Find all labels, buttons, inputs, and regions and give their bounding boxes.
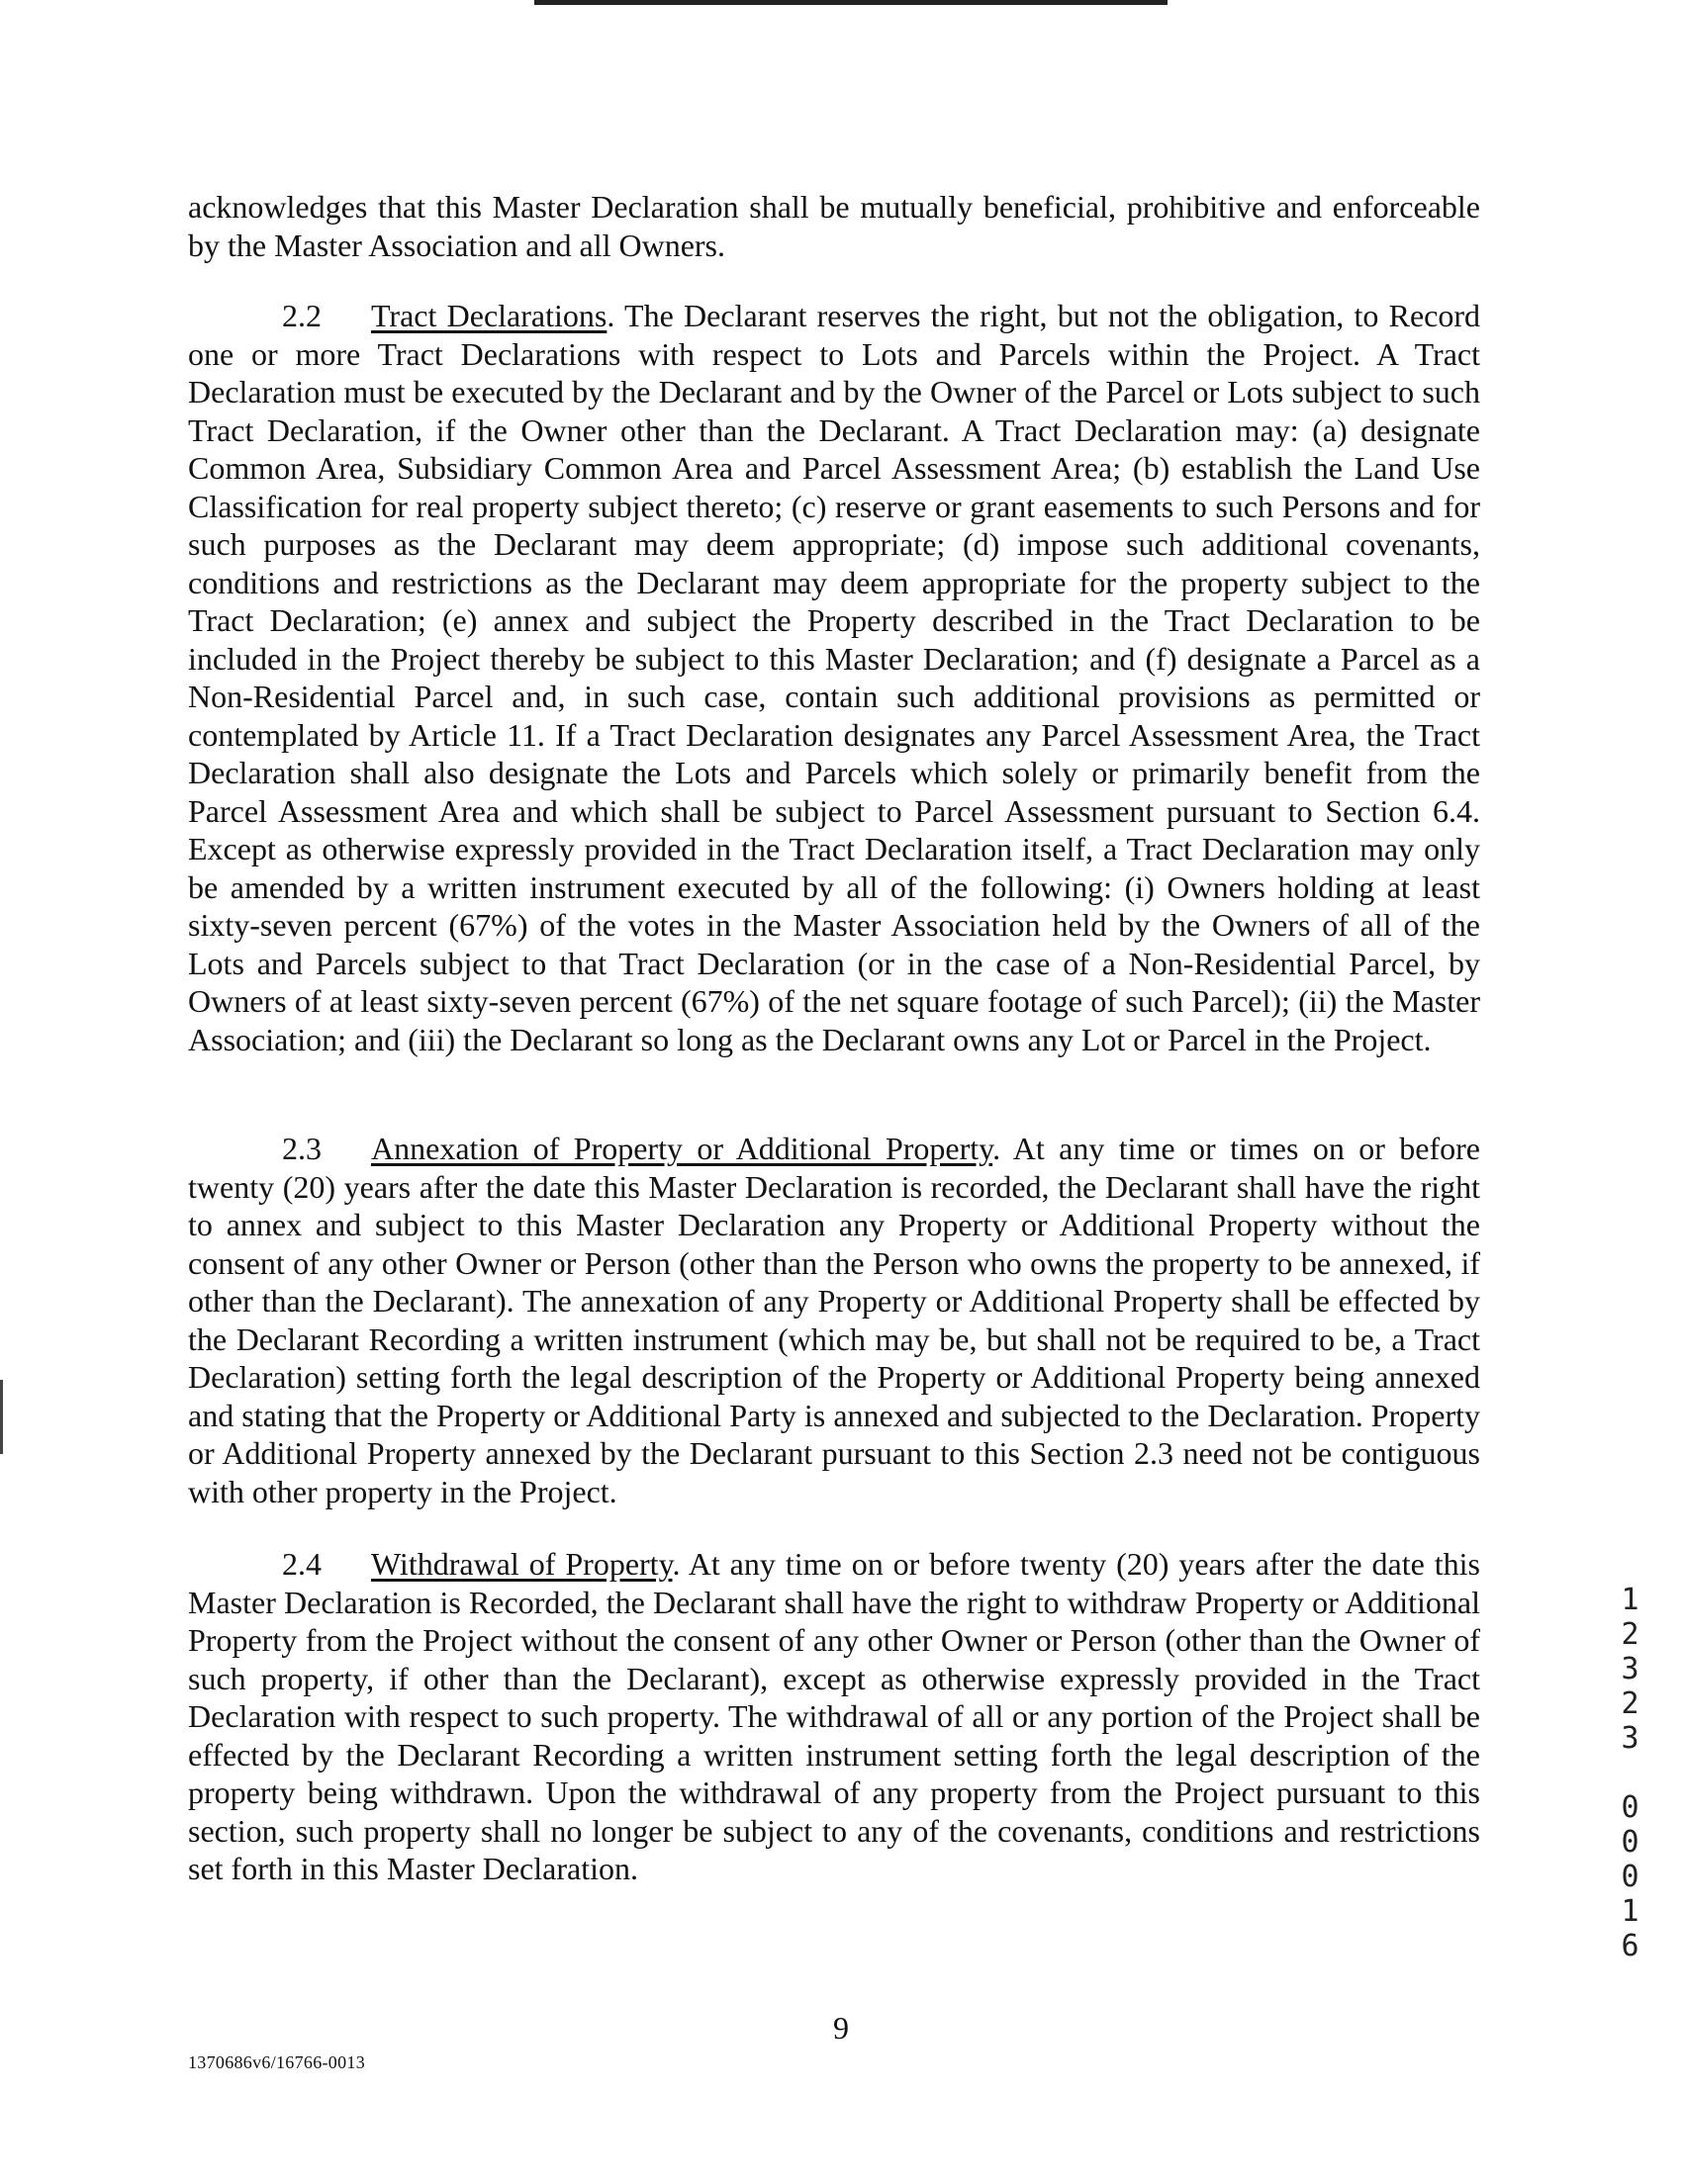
page-number: 9: [833, 2010, 849, 2046]
top-border-rule: [534, 0, 1168, 5]
section-number: 2.4: [282, 1546, 322, 1582]
section-2-3-annexation: [188, 1130, 1480, 1510]
section-2-2-tract-declarations: [188, 297, 1480, 1058]
document-id: 1370686v6/16766-0013: [188, 2052, 365, 2072]
paragraph-text: . At any time on or before twenty (20) years after the date this Master Declaration is Recorded, the Declarant shall have the right to withdraw Property or Additional Property from the Project without the consent of any other Owner or Person (other than the Owner of such property, if other than the Declarant), except as otherwise expressly provided in the Tract Declaration with respect to such property. The withdrawal of all or any portion of the Project shall be effected by the Declarant Recording a written instrument setting forth the legal description of the property being withdrawn. Upon the withdrawal of any property from the Project pursuant to this section, such property shall no longer be subject to any of the covenants, conditions and restrictions set forth in this Master Declaration.: [188, 1546, 1481, 1886]
section-number: 2.3: [282, 1131, 322, 1166]
section-heading: Tract Declarations: [371, 298, 608, 333]
paragraph-continuation: [188, 188, 1480, 264]
section-heading: Annexation of Property or Additional Property: [371, 1131, 993, 1166]
section-number: 2.2: [282, 298, 322, 333]
recording-stamp-number: 12323 00016: [1613, 1583, 1647, 1963]
paragraph-text: acknowledges that this Master Declaration shall be mutually beneficial, prohibitive and enforceable by the Master Association and all Owners.: [188, 189, 1480, 263]
paragraph-text: . The Declarant reserves the right, but not the obligation, to Record one or more Tract Declarations with respect to Lots and Parcels within the Project. A Tract Declaration must be executed by the Declarant and by the Owner of the Parcel or Lots subject to such Tract Declaration, if the Owner other than the Declarant. A Tract Declaration may: (a) designate Common Area, Subsidiary Common Area and Parcel Assessment Area; (b) establish the Land Use Classification for real property subject thereto; (c) reserve or grant easements to such Persons and for such purposes as the Declarant may deem appropriate; (d) impose such additional covenants, conditions and restrictions as the Declarant may deem appropriate for the property subject to the Tract Declaration; (e) annex and subject the Property described in the Tract Declaration to be included in the Project thereby be subject to this Master Declaration; and (f) designate a Parcel as a Non-Residential Parcel and, in such case, contain such additional provisions as permitted or contemplated by Article 11. If a Tract Declaration designates any Parcel Assessment Area, the Tract Declaration shall also designate the Lots and Parcels which solely or primarily benefit from the Parcel Assessment Area and which shall be subject to Parcel Assessment pursuant to Section 6.4. Except as otherwise expressly provided in the Tract Declaration itself, a Tract Declaration may only be amended by a written instrument executed by all of the following: (i) Owners holding at least sixty-seven percent (67%) of the votes in the Master Association held by the Owners of all of the Lots and Parcels subject to that Tract Declaration (or in the case of a Non-Residential Parcel, by Owners of at least sixty-seven percent (67%) of the net square footage of such Parcel); (ii) the Master Association; and (iii) the Declarant so long as the Declarant owns any Lot or Parcel in the Project.: [188, 298, 1481, 1057]
section-2-4-withdrawal: [188, 1545, 1480, 1888]
section-heading: Withdrawal of Property: [371, 1546, 673, 1582]
paragraph-text: . At any time or times on or before twenty (20) years after the date this Master Declaration is recorded, the Declarant shall have the right to annex and subject to this Master Declaration any Property or Additional Property without the consent of any other Owner or Person (other than the Person who owns the property to be annexed, if other than the Declarant). The annexation of any Property or Additional Property shall be effected by the Declarant Recording a written instrument (which may be, but shall not be required to be, a Tract Declaration) setting forth the legal description of the Property or Additional Property being annexed and stating that the Property or Additional Party is annexed and subjected to the Declaration. Property or Additional Property annexed by the Declarant pursuant to this Section 2.3 need not be contiguous with other property in the Project.: [188, 1131, 1480, 1509]
left-margin-mark: [0, 1380, 3, 1454]
